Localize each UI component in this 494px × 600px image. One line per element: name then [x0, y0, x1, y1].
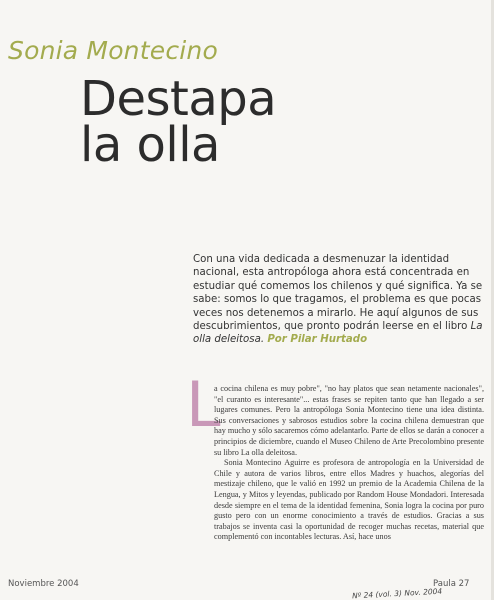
- lead-book-title: La olla deleitosa.: [193, 321, 483, 346]
- title-line-1: Destapa: [80, 71, 277, 127]
- page-number: Paula 27: [433, 579, 470, 589]
- body-paragraph-1: a cocina chilena es muy pobre", "no hay platos que sean netamente nacionales", "el curanto es interesante"... estas frases se repiten tanto que han llegado a ser lugares comunes. Pero la antropóloga Sonia Montecino tiene una idea distinta. Sus conversaciones y sabrosos estudios sobre la cocina chilena demuestran que hay mucho y sólo sacaremos cómo adelantarlo. Parte de ellos se darán a conocer a principios de diciembre, cuando el Museo Chileno de Arte Precolombino presente su libro La olla deleitosa.: [214, 384, 484, 457]
- byline: Por Pilar Hurtado: [267, 334, 368, 346]
- title-line-2: la olla: [80, 117, 220, 173]
- body-paragraph-2: Sonia Montecino Aguirre es profesora de antropología en la Universidad de Chile y autora de varios libros, entre ellos Madres y huachos, alegorías del mestizaje chileno, que le valió en 1992 un premio de la Academia Chilena de la Lengua, y Mitos y leyendas, publicado por Random House Mondadori. Interesada desde siempre en el tema de la identidad femenina, Sonia logra la cocina por puro gusto pero con un enorme conocimiento a través de estudios. Gracias a sus trabajos se inventa casi la oportunidad de recoger muchas recetas, material que complementó con incontables lecturas. Así, hace unos: [214, 458, 484, 542]
- issue-date: Noviembre 2004: [8, 579, 79, 589]
- lead-paragraph: [193, 253, 483, 347]
- author-name: Sonia Montecino: [8, 36, 218, 65]
- article-body: [214, 384, 484, 543]
- handwritten-note: Nº 24 (vol. 3) Nov. 2004: [351, 586, 443, 600]
- article-title: [80, 71, 277, 173]
- lead-text: Con una vida dedicada a desmenuzar la identidad nacional, esta antropóloga ahora está concentrada en estudiar qué comemos los chilenos y qué significa. Ya se sabe: somos lo que tragamos, el problema es que pocas veces nos detenemos a mirarlo. He aquí algunos de sus descubrimientos, que pronto podrán leerse en el libro: [193, 254, 483, 333]
- drop-cap: L: [186, 368, 221, 441]
